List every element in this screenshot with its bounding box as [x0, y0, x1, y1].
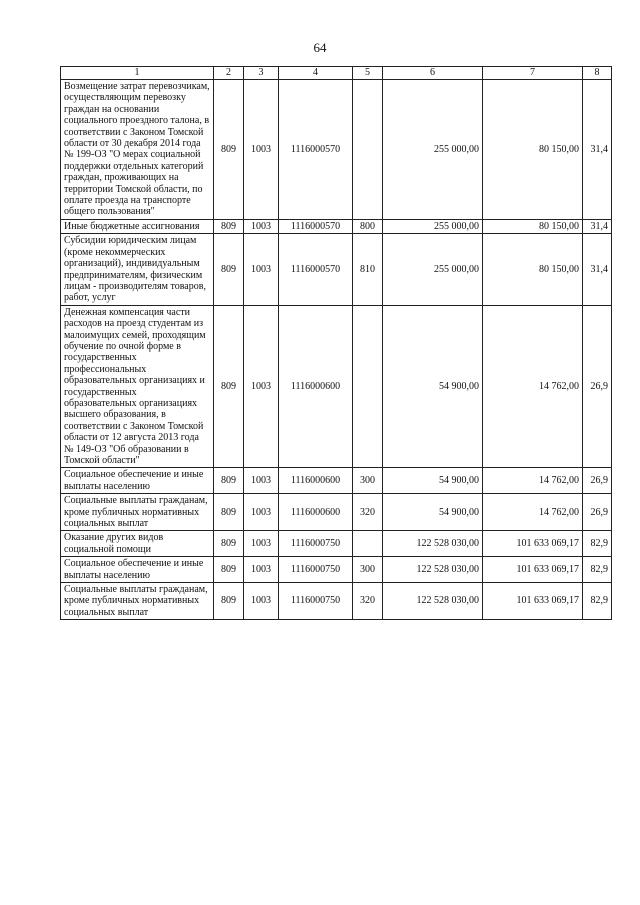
row-percent: 26,9 — [583, 494, 612, 531]
table-row — [61, 305, 612, 468]
table-row — [61, 494, 612, 531]
table-row — [61, 531, 612, 557]
row-target-code: 1116000600 — [279, 494, 353, 531]
row-percent: 82,9 — [583, 531, 612, 557]
table-row — [61, 557, 612, 583]
row-description: Социальные выплаты гражданам, кроме публичных нормативных социальных выплат — [61, 494, 214, 531]
row-percent: 82,9 — [583, 557, 612, 583]
row-percent: 26,9 — [583, 305, 612, 468]
row-admin-code: 809 — [214, 583, 244, 620]
row-section-code: 1003 — [244, 468, 279, 494]
row-expense-type: 810 — [353, 234, 383, 305]
row-admin-code: 809 — [214, 494, 244, 531]
row-percent: 31,4 — [583, 80, 612, 220]
row-plan-amount: 122 528 030,00 — [383, 531, 483, 557]
row-section-code: 1003 — [244, 80, 279, 220]
header-cell: 4 — [279, 67, 353, 80]
row-plan-amount: 122 528 030,00 — [383, 557, 483, 583]
row-description: Денежная компенсация части расходов на проезд студентам из малоимущих семей, проходящим обучение по очной форме в государственных профессиональных образовательных организациях и государственных образовательных организациях высшего образования, в соответствии с Законом Томской области от 12 августа 2013 года № 149-ОЗ "Об образовании в Томской области" — [61, 305, 214, 468]
header-cell: 1 — [61, 67, 214, 80]
row-actual-amount: 80 150,00 — [483, 234, 583, 305]
row-admin-code: 809 — [214, 234, 244, 305]
row-expense-type: 300 — [353, 557, 383, 583]
row-description: Социальные выплаты гражданам, кроме публичных нормативных социальных выплат — [61, 583, 214, 620]
row-target-code: 1116000750 — [279, 531, 353, 557]
row-section-code: 1003 — [244, 219, 279, 233]
row-target-code: 1116000570 — [279, 234, 353, 305]
row-actual-amount: 101 633 069,17 — [483, 583, 583, 620]
row-admin-code: 809 — [214, 557, 244, 583]
page-number: 64 — [313, 40, 327, 55]
row-target-code: 1116000600 — [279, 468, 353, 494]
table-row — [61, 234, 612, 305]
row-percent: 82,9 — [583, 583, 612, 620]
row-expense-type: 320 — [353, 494, 383, 531]
row-section-code: 1003 — [244, 531, 279, 557]
row-admin-code: 809 — [214, 305, 244, 468]
row-description: Социальное обеспечение и иные выплаты населению — [61, 557, 214, 583]
row-section-code: 1003 — [244, 494, 279, 531]
row-target-code: 1116000750 — [279, 557, 353, 583]
row-expense-type — [353, 80, 383, 220]
row-percent: 31,4 — [583, 219, 612, 233]
row-expense-type — [353, 305, 383, 468]
row-actual-amount: 80 150,00 — [483, 80, 583, 220]
header-cell: 3 — [244, 67, 279, 80]
row-plan-amount: 54 900,00 — [383, 305, 483, 468]
row-actual-amount: 14 762,00 — [483, 494, 583, 531]
row-actual-amount: 14 762,00 — [483, 468, 583, 494]
row-target-code: 1116000600 — [279, 305, 353, 468]
row-plan-amount: 54 900,00 — [383, 494, 483, 531]
row-admin-code: 809 — [214, 219, 244, 233]
row-plan-amount: 255 000,00 — [383, 219, 483, 233]
table-header-row — [61, 67, 612, 80]
row-section-code: 1003 — [244, 305, 279, 468]
row-target-code: 1116000750 — [279, 583, 353, 620]
row-expense-type: 800 — [353, 219, 383, 233]
row-section-code: 1003 — [244, 234, 279, 305]
table-row — [61, 468, 612, 494]
row-actual-amount: 80 150,00 — [483, 219, 583, 233]
row-admin-code: 809 — [214, 531, 244, 557]
row-expense-type: 320 — [353, 583, 383, 620]
header-cell: 8 — [583, 67, 612, 80]
header-cell: 5 — [353, 67, 383, 80]
row-percent: 26,9 — [583, 468, 612, 494]
row-plan-amount: 255 000,00 — [383, 80, 483, 220]
table-row — [61, 583, 612, 620]
row-description: Оказание других видов социальной помощи — [61, 531, 214, 557]
row-target-code: 1116000570 — [279, 80, 353, 220]
row-expense-type — [353, 531, 383, 557]
row-expense-type: 300 — [353, 468, 383, 494]
row-target-code: 1116000570 — [279, 219, 353, 233]
row-actual-amount: 14 762,00 — [483, 305, 583, 468]
row-admin-code: 809 — [214, 468, 244, 494]
row-actual-amount: 101 633 069,17 — [483, 557, 583, 583]
table-row — [61, 219, 612, 233]
row-plan-amount: 54 900,00 — [383, 468, 483, 494]
budget-table — [60, 66, 612, 620]
row-section-code: 1003 — [244, 557, 279, 583]
row-plan-amount: 122 528 030,00 — [383, 583, 483, 620]
header-cell: 2 — [214, 67, 244, 80]
row-section-code: 1003 — [244, 583, 279, 620]
row-description: Возмещение затрат перевозчикам, осуществляющим перевозку граждан на основании социального проездного талона, в соответствии с Законом Томской области от 30 декабря 2014 года № 199-ОЗ "О мерах социальной поддержки отдельных категорий граждан, проживающих на территории Томской области, по оплате проезда на транспорте общего пользования" — [61, 80, 214, 220]
row-percent: 31,4 — [583, 234, 612, 305]
header-cell: 6 — [383, 67, 483, 80]
row-actual-amount: 101 633 069,17 — [483, 531, 583, 557]
row-description: Иные бюджетные ассигнования — [61, 219, 214, 233]
row-admin-code: 809 — [214, 80, 244, 220]
row-plan-amount: 255 000,00 — [383, 234, 483, 305]
row-description: Социальное обеспечение и иные выплаты населению — [61, 468, 214, 494]
header-cell: 7 — [483, 67, 583, 80]
row-description: Субсидии юридическим лицам (кроме некоммерческих организаций), индивидуальным предпринимателям, физическим лицам - производителям товаров, работ, услуг — [61, 234, 214, 305]
table-row — [61, 80, 612, 220]
